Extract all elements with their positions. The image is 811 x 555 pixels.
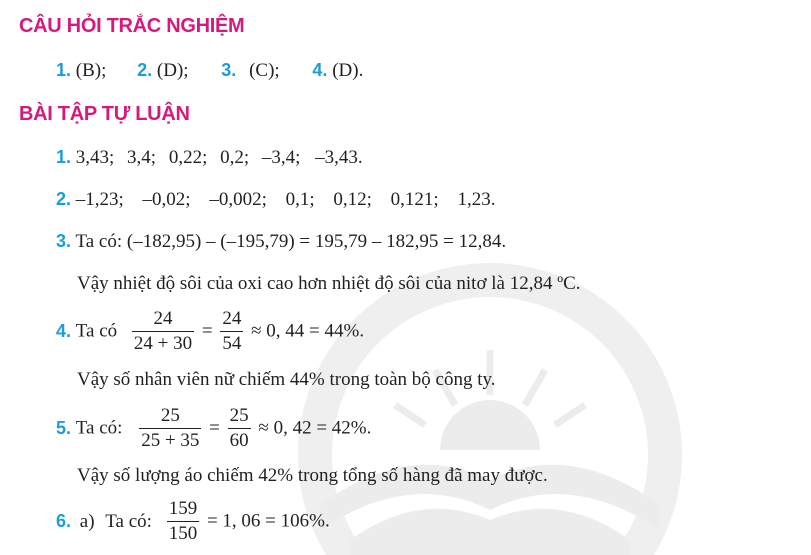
q4-fraction-2: $\frac{24}{54}$ xyxy=(222,308,242,354)
q5-equals: = xyxy=(209,417,220,439)
q5-conclusion: Vậy số lượng áo chiếm 42% trong tổng số hàng đã may được. xyxy=(77,465,548,486)
q2-value: 0,1; xyxy=(285,189,315,210)
q5-lead: Ta có: xyxy=(75,417,123,439)
q4-lead: Ta có xyxy=(75,320,118,342)
essay-q2: 2. –1,23; –0,02; –0,002; 0,1; 0,12; 0,121; 1,23. xyxy=(56,189,496,210)
q3-conclusion: Vậy nhiệt độ sôi của oxi cao hơn nhiệt độ sôi của nitơ là 12,84 ºC. xyxy=(77,273,581,294)
q5-result: ≈ 0, 42 = 42%. xyxy=(258,417,372,439)
mcq-heading: CÂU HỎI TRẮC NGHIỆM xyxy=(19,15,245,37)
q6-lead: Ta có: xyxy=(105,510,152,532)
essay-q5: 5. Ta có: $\frac{25}{25 + 35}$ = $\frac{25}{60}$ ≈ 0, 42 = 42%. xyxy=(56,405,372,451)
essay-q3: 3. Ta có: (–182,95) – (–195,79) = 195,79 – 182,95 = 12,84. xyxy=(56,231,507,252)
q2-value: –1,23; xyxy=(75,189,124,210)
q4-conclusion: Vậy số nhân viên nữ chiếm 44% trong toàn bộ công ty. xyxy=(77,369,496,390)
q6-result: = 1, 06 = 106%. xyxy=(206,510,330,532)
essay-q1: 1. 3,43; 3,4; 0,22; 0,2; –3,4; –3,43. xyxy=(56,147,363,168)
q4-result: ≈ 0, 44 = 44%. xyxy=(251,320,365,342)
q5-fraction-2: $\frac{25}{60}$ xyxy=(229,405,249,451)
q2-value: 0,12; xyxy=(333,189,372,210)
q6-fraction: $\frac{159}{150}$ xyxy=(168,498,198,544)
q1-value: 0,22; xyxy=(168,147,208,168)
q2-value: –0,002; xyxy=(209,189,267,210)
q2-value: 1,23. xyxy=(457,189,496,210)
essay-q6: 6. a) Ta có: $\frac{159}{150}$ = 1, 06 = 106%. xyxy=(56,498,330,544)
q6-part-a: a) xyxy=(79,510,95,532)
q2-value: –0,02; xyxy=(142,189,191,210)
q1-value: –3,4; xyxy=(261,147,301,168)
q1-value: 0,2; xyxy=(220,147,250,168)
mcq-item-3: 3. (C); xyxy=(221,60,280,81)
q1-value: 3,4; xyxy=(127,147,157,168)
q1-value: –3,43. xyxy=(315,147,363,168)
q5-fraction-1: $\frac{25}{25 + 35}$ xyxy=(141,405,200,451)
q3-calculation: Ta có: (–182,95) – (–195,79) = 195,79 – 182,95 = 12,84. xyxy=(75,231,507,252)
q2-value: 0,121; xyxy=(390,189,439,210)
mcq-answers xyxy=(56,60,363,82)
mcq-item-4: 4. (D). xyxy=(312,60,364,81)
essay-heading: BÀI TẬP TỰ LUẬN xyxy=(19,103,190,125)
q1-value: 3,43; xyxy=(75,147,115,168)
essay-q4: 4. Ta có $\frac{24}{24 + 30}$ = $\frac{24}{54}$ ≈ 0, 44 = 44%. xyxy=(56,308,365,354)
q4-fraction-1: $\frac{24}{24 + 30}$ xyxy=(133,308,193,354)
q4-equals: = xyxy=(201,320,213,342)
mcq-item-2: 2. (D); xyxy=(137,60,189,81)
mcq-item-1: 1. (B); xyxy=(56,60,107,81)
